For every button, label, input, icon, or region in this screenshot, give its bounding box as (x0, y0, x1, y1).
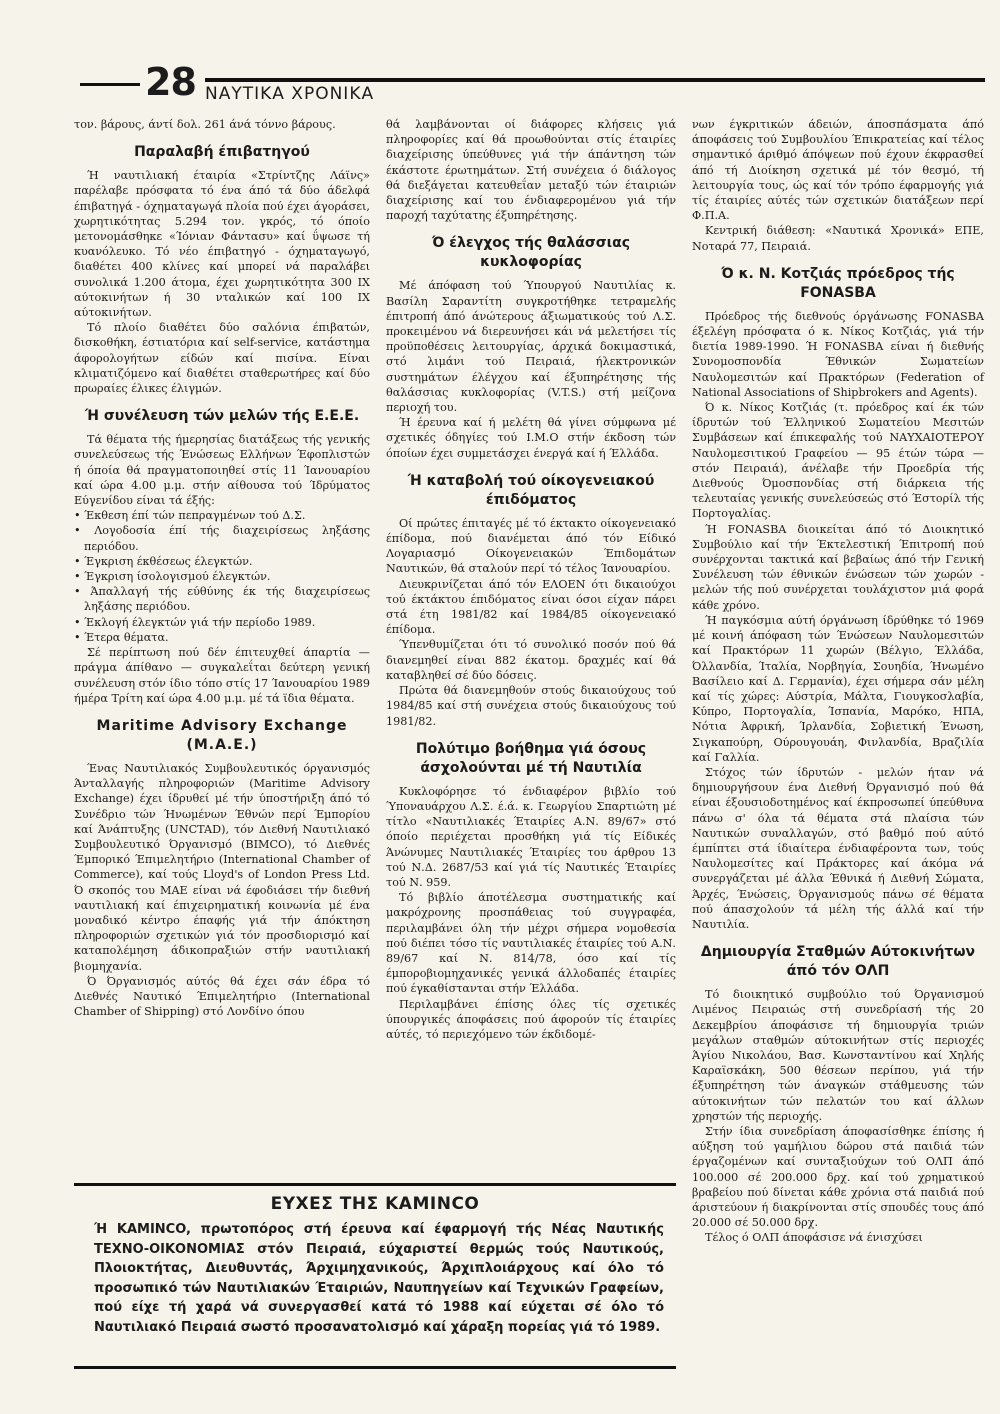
article-paragraph: Ή έρευνα καί ή μελέτη θά γίνει σύμφωνα μέ σχετικές όδηγίες τού Ι.Μ.Ο στήν έκδοση τών όποίων έχει συμμετάσχει ένεργά καί ή Έλλάδα. (386, 416, 676, 460)
article-paragraph: Ή ναυτιλιακή έταιρία «Στρίντζης Λάϊνς» παρέλαβε πρόσφατα τό ένα άπό τά δύο άδελφά έπιβατηγά - όχηματαγωγά πλοία πού έχει άγοράσει, χωρητικότητας 5.294 τον. γκρός, τό όποίο μετονομάσθηκε «Ίόνιαν Φάντασυ» καί ΰψωσε τή κυανόλευκο. Τό νέο έπιβατηγό - όχηματαγωγό, διαθέτει 400 κλίνες καί μπορεί νά παραλάβει συνολικά 1.200 άτομα, έχει χωρητικότητα 300 ΙΧ αύτοκινήτων ή 30 νταλικών καί 100 ΙΧ αύτοκινήτων. (74, 169, 370, 320)
article-heading: Παραλαβή έπιβατηγού (134, 144, 310, 161)
page-number: 28 (145, 60, 196, 104)
column-2 (386, 117, 676, 1042)
article-heading (74, 717, 370, 755)
article-paragraph: Ένας Ναυτιλιακός Συμβουλευτικός όργανισμός Άνταλλαγής πληροφοριών (Maritime Advisory Exchange) έχει ίδρυθεί μέ τήν ύποστήριξη άπό τό Συνέδριο τών Ήνωμένων Έθνών περί Έμπορίου καί Άνάπτυξης (UNCTAD), τόν Διεθνή Ναυτιλιακό Συμβουλευτικό Όργανισμό (BIMCO), τό Διεθνές Έμπορικό Έπιμελητήριο (International Chamber of Commerce), καί τούς Lloyd's of London Press Ltd. Ό σκοπός του ΜΑΕ είναι νά έφοδιάσει τήν διεθνή ναυτιλιακή καί έπιχειρηματική κοινωνία μέ ένα μοναδικό κέντρο έπαφής γιά τήν άπόκτηση πληροφοριών σχετικών γιά τόν προσδιορισμό καί καταπολέμηση άδικοπραξιών στήν ναυτιλιακή βιομηχανία. (74, 761, 370, 973)
article-paragraph: Στόχος τών ίδρυτών - μελών ήταν νά δημιουργήσουν ένα Διεθνή Όργανισμό πού θά είναι έξουσιοδοτημένος καί έκπροσωπεί ύπεύθυνα πάνω σ' όλα τά θέματα στά πλαίσια τών Ναυτικών συναλλαγών, στό βαθμό πού αύτό έμπίπτει στά ίδιαίτερα ένδιαφέροντα των, τούς Ναυλομεσίτες καί Πράκτορες καί άκόμα νά συνεργάζεται μέ άλλα Έθνικά ή Διεθνή Σώματα, Άρχές, Ένώσεις, Όργανισμούς πάνω σέ θέματα πού άπασχολούν τά μέλη τής άλλά καί τήν Ναυτιλία. (692, 765, 984, 931)
article-paragraph: Σέ περίπτωση πού δέν έπιτευχθεί άπαρτία — πράγμα άπίθανο — συγκαλεΐται δεύτερη γενική συνέλευση στόν ίδιο τόπο στίς 17 Ίανουαρίου 1989 ήμέρα Τρίτη καί ώρα 4.00 μ.μ. μέ τά ϊδια θέματα. (74, 646, 370, 705)
article-paragraph: Τό βιβλίο άποτέλεσμα συστηματικής καί μακρόχρονης προσπάθειας τού συγγραφέα, περιλαμβάνει όλη τήν μέχρι σήμερα νομοθεσία πού διέπει τόσο τίς ναυτιλιακές έταιρίες τού Α.Ν. 89/67 καί Ν. 814/78, όσο καί τίς έμποροβιομηχανικές γενικά άλλοδαπές έταιρίες πού έγκαθίστανται στήν Έλλάδα. (386, 891, 676, 996)
list-item: • Έγκριση ίσολογισμού έλεγκτών. (74, 569, 370, 584)
article-paragraph: Τά θέματα τής ήμερησίας διατάξεως τής γενικής συνελεύσεως τής Ένώσεως Ελλήνων Έφοπλιστών ή όποία θά πραγματοποιηθεί στίς 11 Ίανουαρίου καί ώρα 4.00 μ.μ. στήν αίθουσα τού Ίδρύματος Εύγενίδου είναι τά έξής: (74, 433, 370, 508)
heading-line: Maritime Advisory Exchange (96, 717, 348, 734)
col1-intro: τον. βάρους, άντί δολ. 261 άνά τόννο βάρους. (74, 118, 336, 131)
list-item: • Έκθεση έπί τών πεπραγμένων τού Δ.Σ. (74, 508, 370, 523)
article-paragraph: Τό πλοίο διαθέτει δύο σαλόνια έπιβατών, δισκοθήκη, έστιατόρια καί self-service, κατάστημα άφορολογήτων είδών καί πισίνα. Είναι κλιματιζόμενο καί διαθέτει σταθερωτήρες καί δύο πρωραίες έλικες έλιγμών. (74, 321, 370, 396)
list-item: • Έγκριση έκθέσεως έλεγκτών. (74, 554, 370, 569)
box-title: ΕΥΧΕΣ ΤΗΣ ΚΑΜΙΝCO (270, 1194, 480, 1214)
list-item: • Έκλογή έλεγκτών γιά τήν περίοδο 1989. (74, 615, 370, 630)
kaminco-greeting-box (74, 1183, 676, 1369)
article-heading: Πολύτιμο βοήθημα γιά όσους άσχολούνται μέ τή Ναυτιλία (415, 740, 647, 776)
article-paragraph: Πρόεδρος τής διεθνούς όργάνωσης FONASBA έξελέγη πρόσφατα ό κ. Νίκος Κοτζιάς, γιά τήν διετία 1989-1990. Ή FONASBA είναι ή διεθνής Συνομοσπονδία Έθνικών Σωματείων Ναυλομεσιτών καί Πρακτόρων (Federation of National Associations of Shipbrokers and Agents). (692, 309, 984, 399)
article-heading: Ό έλεγχος τής θαλάσσιας κυκλοφορίας (431, 235, 631, 271)
article-paragraph: Τό διοικητικό συμβούλιο τού Όργανισμού Λιμένος Πειραιώς στή συνεδρίασή τής 20 Δεκεμβρίου άποφάσισε τή δημιουργία τριών μεγάλων σταθμών αύτοκινήτων στίς περιοχές Άγίου Νικολάου, Βασ. Κωνσταντίνου καί Χηλής Καραϊσκάκη, 500 θέσεων περίπου, γιά τήν έξυπηρέτηση τών άναγκών στάθμευσης τών αύτοκινήτων τών πελατών του καί άλλων χρηστών τής περιοχής. (692, 988, 984, 1123)
list-item: • Λογοδοσία έπί τής διαχειρίσεως ληξάσης περιόδου. (74, 523, 370, 553)
article-paragraph: Ό Όργανισμός αύτός θά έχει σάν έδρα τό Διεθνές Ναυτικό Έπιμελητήριο (International Chamber of Shipping) στό Λονδίνο όπου (74, 974, 370, 1019)
list-item: • Άπαλλαγή τής εύθύνης έκ τής διαχειρίσεως ληξάσης περιόδου. (74, 584, 370, 614)
article-heading: Δημιουργία Σταθμών Αύτοκινήτων άπό τόν ΟΛΠ (700, 944, 976, 980)
distribution-note: Κεντρική διάθεση: «Ναυτικά Χρονικά» ΕΠΕ, Νοταρά 77, Πειραιά. (692, 224, 984, 253)
article-paragraph: Οί πρώτες έπιταγές μέ τό έκτακτο οίκογενειακό έπίδομα, πού διανέμεται άπό τόν Είδικό Λογαριασμό Οίκογενειακών Έπιδομάτων Ναυτικών, θά σταλούν περί τό τέλος Ίανουαρίου. (386, 516, 676, 576)
article-paragraph: Κυκλοφόρησε τό ένδιαφέρον βιβλίο τού Ύποναυάρχου Λ.Σ. έ.ά. κ. Γεωργίου Σπαρτιώτη μέ τίτλο «Ναυτιλιακές Έταιρίες Α.Ν. 89/67» στό όποίο περιέχεται προσθήκη γιά τίς Είδικές Άνώνυμες Ναυτιλιακές Έταιρίες του άρθρου 13 τού Ν.Δ. 2687/53 καί γιά τίς Ναυτικές Έταιρίες τού Ν. 959. (386, 784, 676, 889)
article-heading: Ό κ. Ν. Κοτζιάς πρόεδρος τής FONASBA (721, 265, 955, 301)
article-paragraph: Τέλος ό ΟΛΠ άποφάσισε νά ένισχύσει (705, 1231, 923, 1245)
heading-line: (Μ.Α.Ε.) (186, 736, 258, 753)
article-paragraph: Ή FONASBA διοικείται άπό τό Διοικητικό Συμβούλιο καί τήν Έκτελεστική Έπιτροπή πού συνέρχονται τακτικά καί βεβαίως άπό τήν Γενική Συνέλευση τών έθνικών ένώσεων τών χωρών - μελών τής πού συνέρχεται τουλάχιστον μιά φορά κάθε χρόνο. (692, 522, 984, 612)
box-text: Ή ΚΑΜΙΝCO, πρωτοπόρος στή έρευνα καί έφαρμογή τής Νέας Ναυτικής ΤΕΧΝΟ-ΟΙΚΟΝΟΜΙΑΣ στόν Πειραιά, εύχαριστεί θερμώς τούς Ναυτικούς, Πλοιοκτήτας, Διευθυντάς, Άρχιμηχανικούς, Άρχιπλοιάρχους καί όλο τό προσωπικό τών Ναυτιλιακών Έταιριών, Ναυπηγείων καί Τεχνικών Γραφείων, πού είχε τή χαρά νά συνεργασθεί κατά τό 1988 καί εύχεται σέ όλο τό Ναυτιλιακό Πειραιά σωστό προσανατολισμό καί χάραξη πορείας γιά τό 1989. (94, 1222, 664, 1335)
list-item: • Έτερα θέματα. (74, 630, 370, 645)
page-header (0, 0, 1000, 110)
article-paragraph: Διευκρινίζεται άπό τόν ΕΛΟΕΝ ότι δικαιούχοι τού έκτάκτου έπιδόματος είναι όσοι είχαν πάρει στά έτη 1981/82 καί 1984/85 οίκογενειακό έπίδομα. (386, 577, 676, 637)
col3-intro: νων έγκριτικών άδειών, άποσπάσματα άπό άποφάσεις τού Συμβουλίου Έπικρατείας καί τέλος σημαντικό άριθμό άπόψεων πού έχουν έκφρασθεί άπό τή Διοίκηση σχετικά μέ τόν θεσμό, τή λειτουργία τους, ώς καί τόν τρόπο έφαρμογής γιά τίς έταιρίες αύτές τών σχετικών διατάξεων περί Φ.Π.Α. (692, 118, 984, 223)
publication-title: ΝΑΥΤΙΚΑ ΧΡΟΝΙΚΑ (205, 84, 375, 104)
article-paragraph: Ή παγκόσμια αύτή όργάνωση ίδρύθηκε τό 1969 μέ κοινή άπόφαση τών Ένώσεων Ναυλομεσιτών καί Πρακτόρων 11 χωρών (Βέλγιο, Έλλάδα, Όλλανδία, Ίταλία, Νορβηγία, Σουηδία, Ήνωμένο Βασίλειο καί Δ. Γερμανία), έχει σήμερα σάν μέλη καί τίς χώρες: Αύστρία, Μάλτα, Γιουγκοσλαβία, Κύπρο, Πορτογαλία, Ίσπανία, Μαρόκο, ΗΠΑ, Νότια Άφρική, Ίρλανδία, Σοβιετική Ένωση, Σιγκαπούρη, Ούρουγουάη, Φινλανδία, Βραζιλία καί Γαλλία. (692, 613, 984, 764)
header-rule-left (80, 83, 140, 86)
agenda-list (74, 508, 370, 645)
article-heading: Ή συνέλευση τών μελών τής Ε.Ε.Ε. (84, 408, 360, 425)
header-rule-right (205, 78, 985, 82)
article-paragraph: Ύπενθυμίζεται ότι τό συνολικό ποσόν πού θά διανεμηθεί είναι 882 έκατομ. δραχμές καί θά καταβληθεί σέ δύο δόσεις. (386, 638, 676, 682)
article-paragraph: Στήν ίδια συνεδρίαση άποφασίσθηκε έπίσης ή αύξηση τού γαμήλιου δώρου στά παιδιά τών έργαζομένων καί συνταξιούχων τού ΟΛΠ άπό 100.000 σέ 200.000 δρχ. καί τού χρηματικού βραβείου πού δίνεται κάθε χρόνια στά παιδιά πού άριστεύουν ή διακρίνονται στίς σπουδές τους άπό 20.000 σέ 50.000 δρχ. (692, 1124, 984, 1230)
article-paragraph: Περιλαμβάνει έπίσης όλες τίς σχετικές ύπουργικές άποφάσεις πού άφορούν τίς έταιρίες αύτές, τό περιεχόμενο τών έκδιδομέ- (386, 997, 676, 1041)
article-paragraph: Μέ άπόφαση τού Ύπουργού Ναυτιλίας κ. Βασίλη Σαραντίτη συγκροτήθηκε τετραμελής έπιτροπή άπό άνώτερους άξιωματικούς τού Λ.Σ. προκειμένου νά διερευνήσει κάι νά μελετήσει τίς προϋποθέσεις λειτουργίας, άρχικά δοκιμαστικά, στό λιμάνι τού Πειραιά, ήλεκτρονικών συστημάτων έλέγχου καί έξυπηρέτησης τής θαλάσσιας κυκλοφορίας (V.T.S.) στή μείζονα περιοχή του. (386, 279, 676, 415)
article-paragraph: Ό κ. Νίκος Κοτζιάς (τ. πρόεδρος καί έκ τών ίδρυτών τού Έλληνικού Σωματείου Μεσιτών Συμβάσεων καί έπικεφαλής τού ΝΑΥΧΑΙΟΤΕΡΟΥ Ναυλομεσιτικού Γραφείου — 95 έτών τώρα — στόν Πειραιά), άνέλαβε τήν Προεδρία τής Διεθνούς Όμοσπονδίας στή διάρκεια τής τελευταίας γενικής συνελεύσεώς στό Έστορίλ τής Πορτογαλίας. (692, 401, 984, 521)
col2-intro: θά λαμβάνονται οί διάφορες κλήσεις γιά πληροφορίες καί θά προωθούνται στίς έταιρίες διαχείρισης ύπεύθυνες γιά τήν άπάντηση τών έκάστοτε έρωτημάτων. Στή συνέχεια ό διάλογος θά διεξάγεται κατευθεΐαν μεταξύ τών έταιριών διαχείρισης καί του ένδιαφερομένου γιά τήν παροχή ταχύτατης έξυπηρέτησης. (386, 118, 676, 223)
column-3 (692, 117, 984, 1246)
column-1 (74, 117, 370, 1019)
article-paragraph: Πρώτα θά διανεμηθούν στούς δικαιούχους τού 1984/85 καί στή συνέχεια στούς δικαιούχους τού 1981/82. (386, 684, 676, 728)
article-heading: Ή καταβολή τού οίκογενειακού έπιδόματος (407, 472, 655, 508)
